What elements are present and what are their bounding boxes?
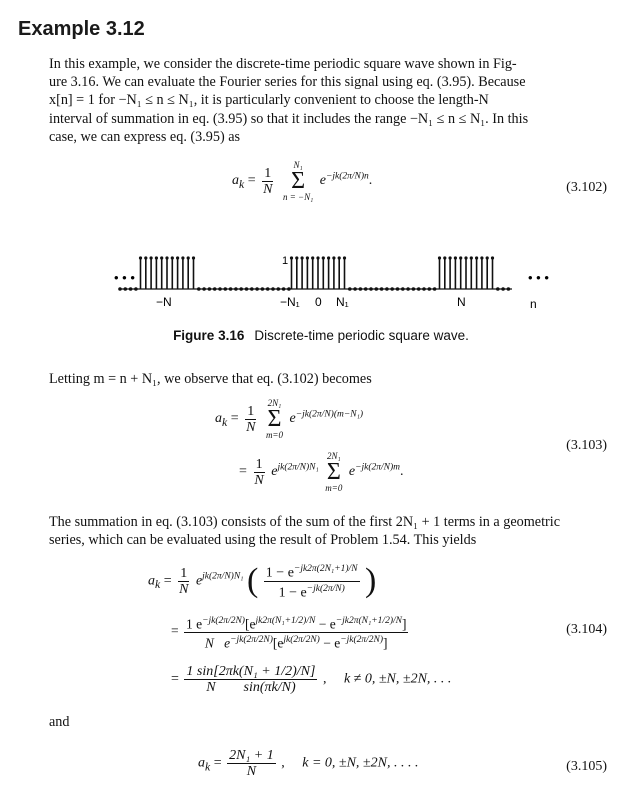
square-wave-stems bbox=[118, 256, 510, 290]
summation-line-2: series, which can be evaluated using the result of Problem 1.54. This yields bbox=[49, 532, 477, 549]
summation-paragraph bbox=[49, 513, 604, 549]
and-word: and bbox=[49, 714, 70, 730]
intro-line-2: ure 3.16. We can evaluate the Fourier series for this signal using eq. (3.95). Because bbox=[49, 74, 526, 91]
stem-head bbox=[290, 256, 293, 259]
equation-3-103-line-2: = $\frac{1}{N}$ $e^{jk(2\pi/N)N_1}$ 2N₁ Σ m=0 $e^{-jk(2\pi/N)m}$. bbox=[239, 451, 404, 493]
stem-head bbox=[311, 256, 314, 259]
stem-head bbox=[150, 256, 153, 259]
stem-head bbox=[480, 256, 483, 259]
stem-head bbox=[449, 256, 452, 259]
stem-head bbox=[464, 256, 467, 259]
stem-head bbox=[306, 256, 309, 259]
intro-line-5: case, we can express eq. (3.95) as bbox=[49, 128, 241, 145]
stem-head bbox=[192, 256, 195, 259]
axis-label-n: n bbox=[530, 297, 537, 311]
stem-head bbox=[139, 256, 142, 259]
stem-head bbox=[295, 256, 298, 259]
letting-paragraph: Letting m = n + N₁, we observe that eq. (3.102) becomes bbox=[49, 371, 372, 387]
summation-line-1: The summation in eq. (3.103) consists of the sum of the first 2N₁ + 1 terms in a geometric bbox=[49, 514, 560, 530]
stem-head bbox=[322, 256, 325, 259]
intro-paragraph bbox=[49, 55, 604, 146]
eq102-lhs: a bbox=[232, 173, 239, 189]
ellipsis-right: • • • bbox=[528, 270, 549, 285]
stem-head bbox=[343, 256, 346, 259]
eq104-expanded-fraction: $\frac{1 e^{-jk(2\pi/2N)}[e^{jk2\pi(N_1+1/2)/N} - e^{-jk2\pi(N_1+1/2)/N}]}{N e^{-jk(2\pi/2N)}[e^{jk(2\pi/2N)} - e^{-jk(2\pi/2N)}]}$ bbox=[186, 616, 407, 650]
equation-3-104-line-1: $a_k$ = $\frac{1}{N}$ $e^{jk(2\pi/N)N_1}$ ( $\frac{1 - e^{-jk2\pi(2N_1+1)/N}}{1 - e^{-jk(2\pi/N)}}$ ) bbox=[148, 562, 377, 601]
eq102-sum: N₁ Σ n = −N₁ bbox=[282, 160, 314, 202]
intro-line-1: In this example, we consider the discrete-time periodic square wave shown in Fig- bbox=[49, 56, 517, 72]
stem-head bbox=[160, 256, 163, 259]
figure-caption-text: Discrete-time periodic square wave. bbox=[254, 328, 469, 343]
stem-head bbox=[438, 256, 441, 259]
stem-head bbox=[443, 256, 446, 259]
eq103-sum-2: 2N₁ Σ m=0 bbox=[325, 451, 343, 493]
eq-number-3-104: (3.104) bbox=[566, 622, 607, 637]
stem-head bbox=[475, 256, 478, 259]
figure-square-wave bbox=[100, 238, 560, 318]
ellipsis-left: • • • bbox=[114, 270, 135, 285]
example-heading: Example 3.12 bbox=[18, 18, 145, 40]
intro-line-3: x[n] = 1 for −N₁ ≤ n ≤ N₁, it is particularly convenient to choose the length-N bbox=[49, 92, 489, 109]
stem-head bbox=[491, 256, 494, 259]
eq105-condition: k = 0, ±N, ±2N, . . . . bbox=[302, 755, 419, 771]
tick-minus-N1: −N₁ bbox=[280, 295, 300, 309]
eq103-exponent-2a: jk(2π/N)N₁ bbox=[277, 462, 319, 473]
stem-head bbox=[301, 256, 304, 259]
stem-head bbox=[486, 256, 489, 259]
eq-number-3-102: (3.102) bbox=[566, 180, 607, 195]
stem-head bbox=[470, 256, 473, 259]
eq102-lhs-sub: k bbox=[239, 178, 245, 192]
tick-zero: 0 bbox=[315, 295, 322, 309]
stem-head bbox=[181, 256, 184, 259]
eq104-sinc-fraction: $\frac{\text{1 sin[2πk(N₁ + 1/2)/N]}}{\text{N sin(πk/N)}}$ bbox=[186, 664, 316, 695]
stem-head bbox=[332, 256, 335, 259]
tick-minus-N: −N bbox=[156, 295, 172, 309]
stem-head bbox=[338, 256, 341, 259]
eq-number-3-105: (3.105) bbox=[566, 759, 607, 774]
stem-head bbox=[165, 256, 168, 259]
tick-N1: N₁ bbox=[336, 295, 349, 309]
equation-3-104-line-2: = $\frac{1 e^{-jk(2\pi/2N)}[e^{jk2\pi(N_1+1/2)/N} - e^{-jk2\pi(N_1+1/2)/N}]}{N e^{-jk(2\pi/2N)}[e^{jk(2\pi/2N)} - e^{-jk(2\pi/2N)}]}$ bbox=[171, 616, 407, 650]
stem-head bbox=[171, 256, 174, 259]
intro-line-4: interval of summation in eq. (3.95) so that it includes the range −N₁ ≤ n ≤ N₁. In this bbox=[49, 110, 529, 127]
stem-head bbox=[155, 256, 158, 259]
eq104-condition: k ≠ 0, ±N, ±2N, . . . bbox=[343, 671, 452, 687]
equation-3-104-line-3: = $\frac{\text{1 sin[2πk(N₁ + 1/2)/N]}}{\text{N sin(πk/N)}}$ , k ≠ 0, ±N, ±2N, . . . bbox=[171, 664, 452, 695]
tick-N: N bbox=[457, 295, 466, 309]
eq102-fraction: $\frac{1}{N}$ bbox=[263, 165, 273, 197]
eq103-exponent-1: −jk(2π/N)(m−N₁) bbox=[295, 409, 364, 420]
equation-3-102: $a_k$ = $\frac{1}{N}$ N₁ Σ n = −N₁ $e^{-jk(2\pi/N)n}$. bbox=[232, 160, 373, 202]
stem-head bbox=[176, 256, 179, 259]
eq103-exponent-2b: −jk(2π/N)m bbox=[355, 462, 401, 473]
amplitude-one-label: 1 bbox=[282, 255, 289, 267]
figure-caption bbox=[0, 328, 642, 343]
eq102-exponent: −jk(2π/N)n bbox=[325, 171, 369, 182]
stem-head bbox=[144, 256, 147, 259]
stem-head bbox=[316, 256, 319, 259]
eq104-geometric-fraction: $\frac{1 - e^{-jk2\pi(2N_1+1)/N}}{1 - e^{-jk(2\pi/N)}}$ bbox=[265, 564, 358, 601]
eq103-sum-1: 2N₁ Σ m=0 bbox=[265, 398, 284, 440]
stem-head bbox=[327, 256, 330, 259]
stem-head bbox=[459, 256, 462, 259]
eq-number-3-103: (3.103) bbox=[566, 438, 607, 453]
equation-3-105: $a_k$ = $\frac{\text{2N₁ + 1}}{N}$ , k = 0, ±N, ±2N, . . . . bbox=[198, 748, 419, 779]
stem-head bbox=[187, 256, 190, 259]
figure-caption-label: Figure 3.16 bbox=[173, 328, 245, 343]
equation-3-103-line-1: $a_k$ = $\frac{1}{N}$ 2N₁ Σ m=0 $e^{-jk(2\pi/N)(m-N_1)}$ bbox=[215, 398, 364, 440]
stem-head bbox=[454, 256, 457, 259]
